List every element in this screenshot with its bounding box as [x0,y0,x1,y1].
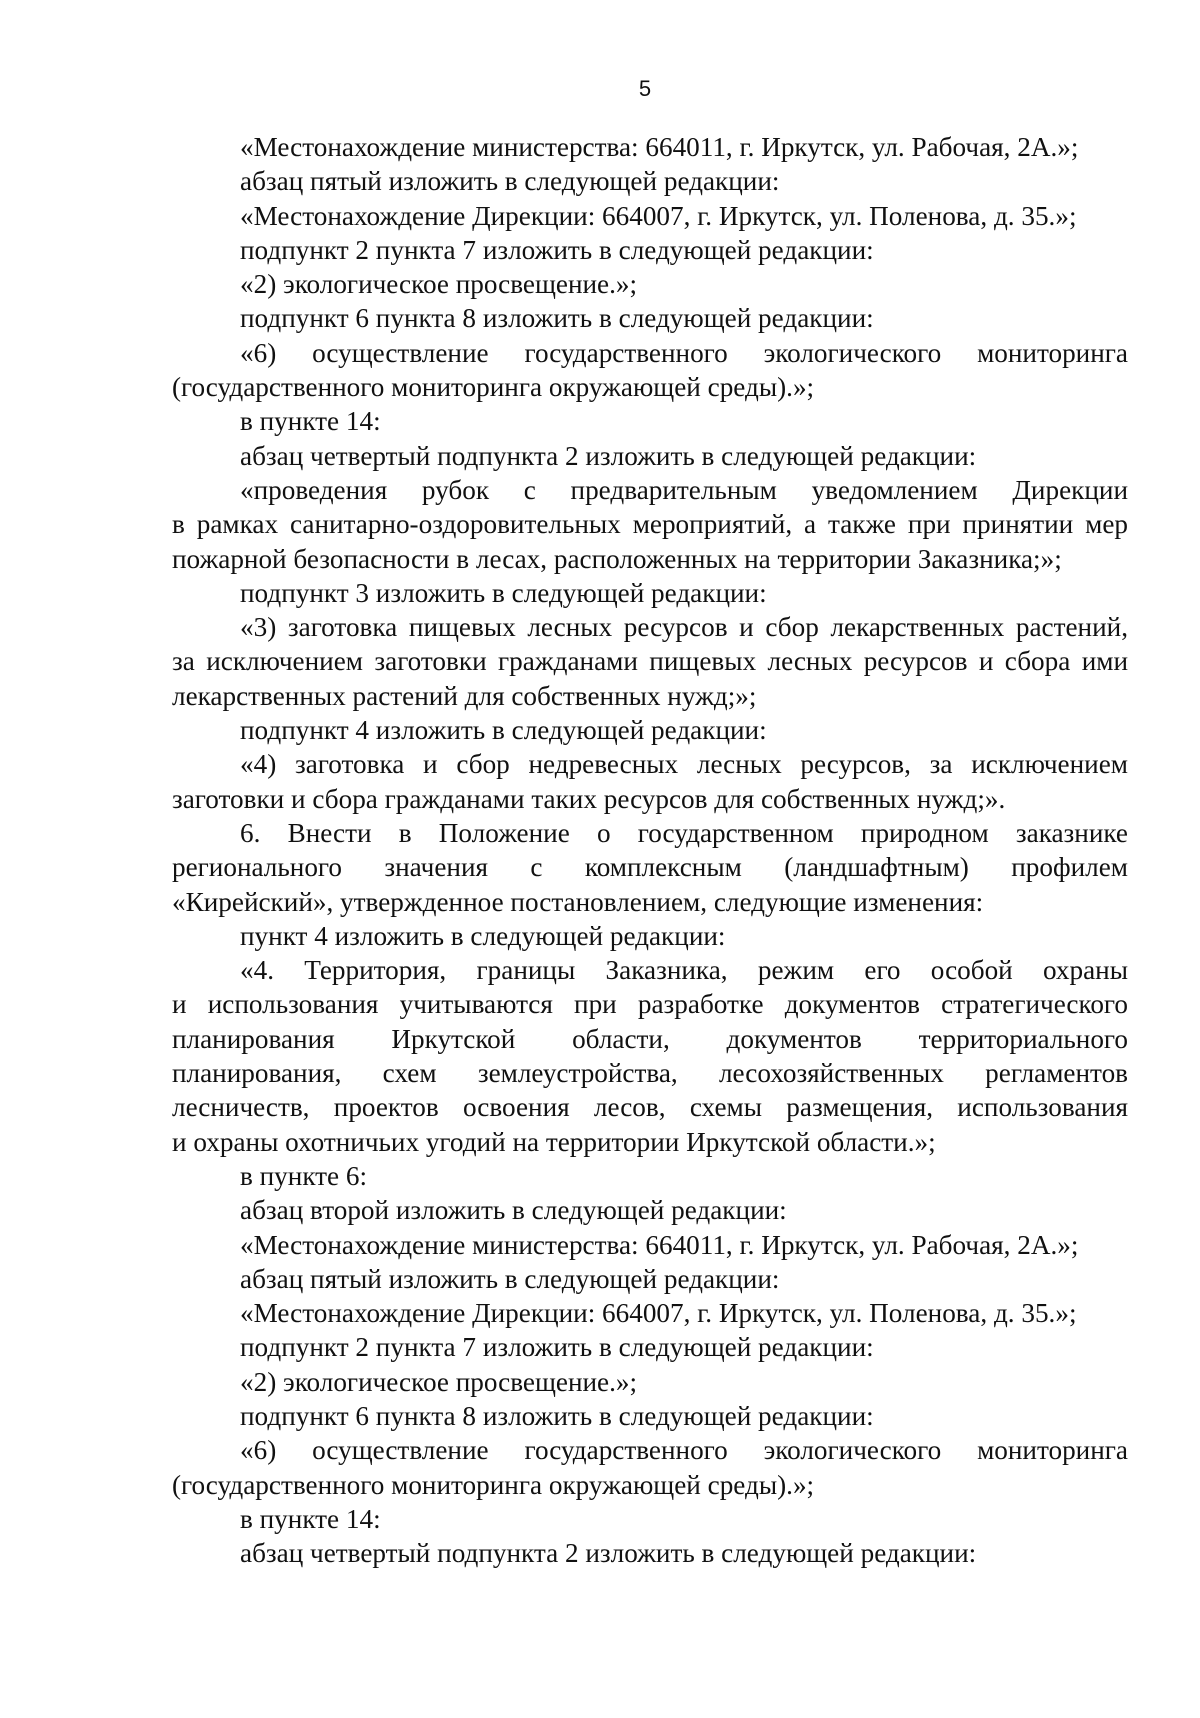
text-line: «4) заготовка и сбор недревесных лесных ресурсов, за исключением [240,749,1128,780]
text-line: «6) осуществление государственного экологического мониторинга [240,337,1128,368]
text-line: и использования учитываются при разработке документов стратегического [172,989,1128,1020]
text-line: за исключением заготовки гражданами пищевых лесных ресурсов и сбора ими [172,646,1128,677]
text-line: «Кирейский», утвержденное постановлением, следующие изменения: [172,886,984,917]
text-line: и охраны охотничьих угодий на территории Иркутской области.»; [172,1126,936,1157]
text-line: заготовки и сбора гражданами таких ресурсов для собственных нужд;». [172,783,1006,814]
text-line: (государственного мониторинга окружающей среды).»; [172,372,815,403]
text-line: «Местонахождение министерства: 664011, г. Иркутск, ул. Рабочая, 2А.»; [240,132,1079,162]
text-line: подпункт 2 пункта 7 изложить в следующей редакции: [240,1332,874,1363]
page-number: 5 [638,76,652,101]
text-line: «Местонахождение министерства: 664011, г. Иркутск, ул. Рабочая, 2А.»; [240,1229,1079,1260]
text-line: «Местонахождение Дирекции: 664007, г. Иркутск, ул. Поленова, д. 35.»; [240,200,1077,231]
text-line: подпункт 2 пункта 7 изложить в следующей редакции: [240,234,874,265]
text-line: (государственного мониторинга окружающей среды).»; [172,1469,815,1500]
text-line: подпункт 3 изложить в следующей редакции: [240,577,767,608]
text-line: пункт 4 изложить в следующей редакции: [240,920,726,951]
text-line: абзац пятый изложить в следующей редакции: [240,166,780,197]
text-line: подпункт 6 пункта 8 изложить в следующей редакции: [240,303,874,334]
text-line: абзац четвертый подпункта 2 изложить в следующей редакции: [240,1538,977,1569]
text-line: подпункт 6 пункта 8 изложить в следующей редакции: [240,1400,874,1431]
text-line: «2) экологическое просвещение.»; [240,269,638,300]
text-line: в рамках санитарно-оздоровительных мероприятий, а также при принятии мер [172,509,1128,540]
text-line: пожарной безопасности в лесах, расположенных на территории Заказника;»; [172,543,1062,574]
text-line: в пункте 14: [240,1503,381,1534]
document-body [172,130,1128,1570]
text-line: 6. Внести в Положение о государственном природном заказнике [240,817,1128,848]
text-line: «2) экологическое просвещение.»; [240,1366,638,1397]
text-line: абзац пятый изложить в следующей редакции: [240,1263,780,1294]
text-line: абзац четвертый подпункта 2 изложить в следующей редакции: [240,440,977,471]
text-line: абзац второй изложить в следующей редакции: [240,1195,787,1226]
text-line: подпункт 4 изложить в следующей редакции: [240,715,767,746]
text-line: планирования, схем землеустройства, лесохозяйственных регламентов [172,1058,1128,1089]
text-line: «4. Территория, границы Заказника, режим его особой охраны [240,955,1128,986]
text-line: «проведения рубок с предварительным уведомлением Дирекции [240,474,1128,505]
text-line: лекарственных растений для собственных нужд;»; [172,680,757,711]
text-line: в пункте 14: [240,406,381,437]
text-line: в пункте 6: [240,1160,368,1191]
text-line: лесничеств, проектов освоения лесов, схемы размещения, использования [172,1092,1128,1123]
text-line: регионального значения с комплексным (ландшафтным) профилем [172,852,1128,883]
text-line: «3) заготовка пищевых лесных ресурсов и сбор лекарственных растений, [240,612,1128,643]
text-line: «Местонахождение Дирекции: 664007, г. Иркутск, ул. Поленова, д. 35.»; [240,1298,1077,1329]
text-line: планирования Иркутской области, документов территориального [172,1023,1128,1054]
text-line: «6) осуществление государственного экологического мониторинга [240,1435,1128,1466]
